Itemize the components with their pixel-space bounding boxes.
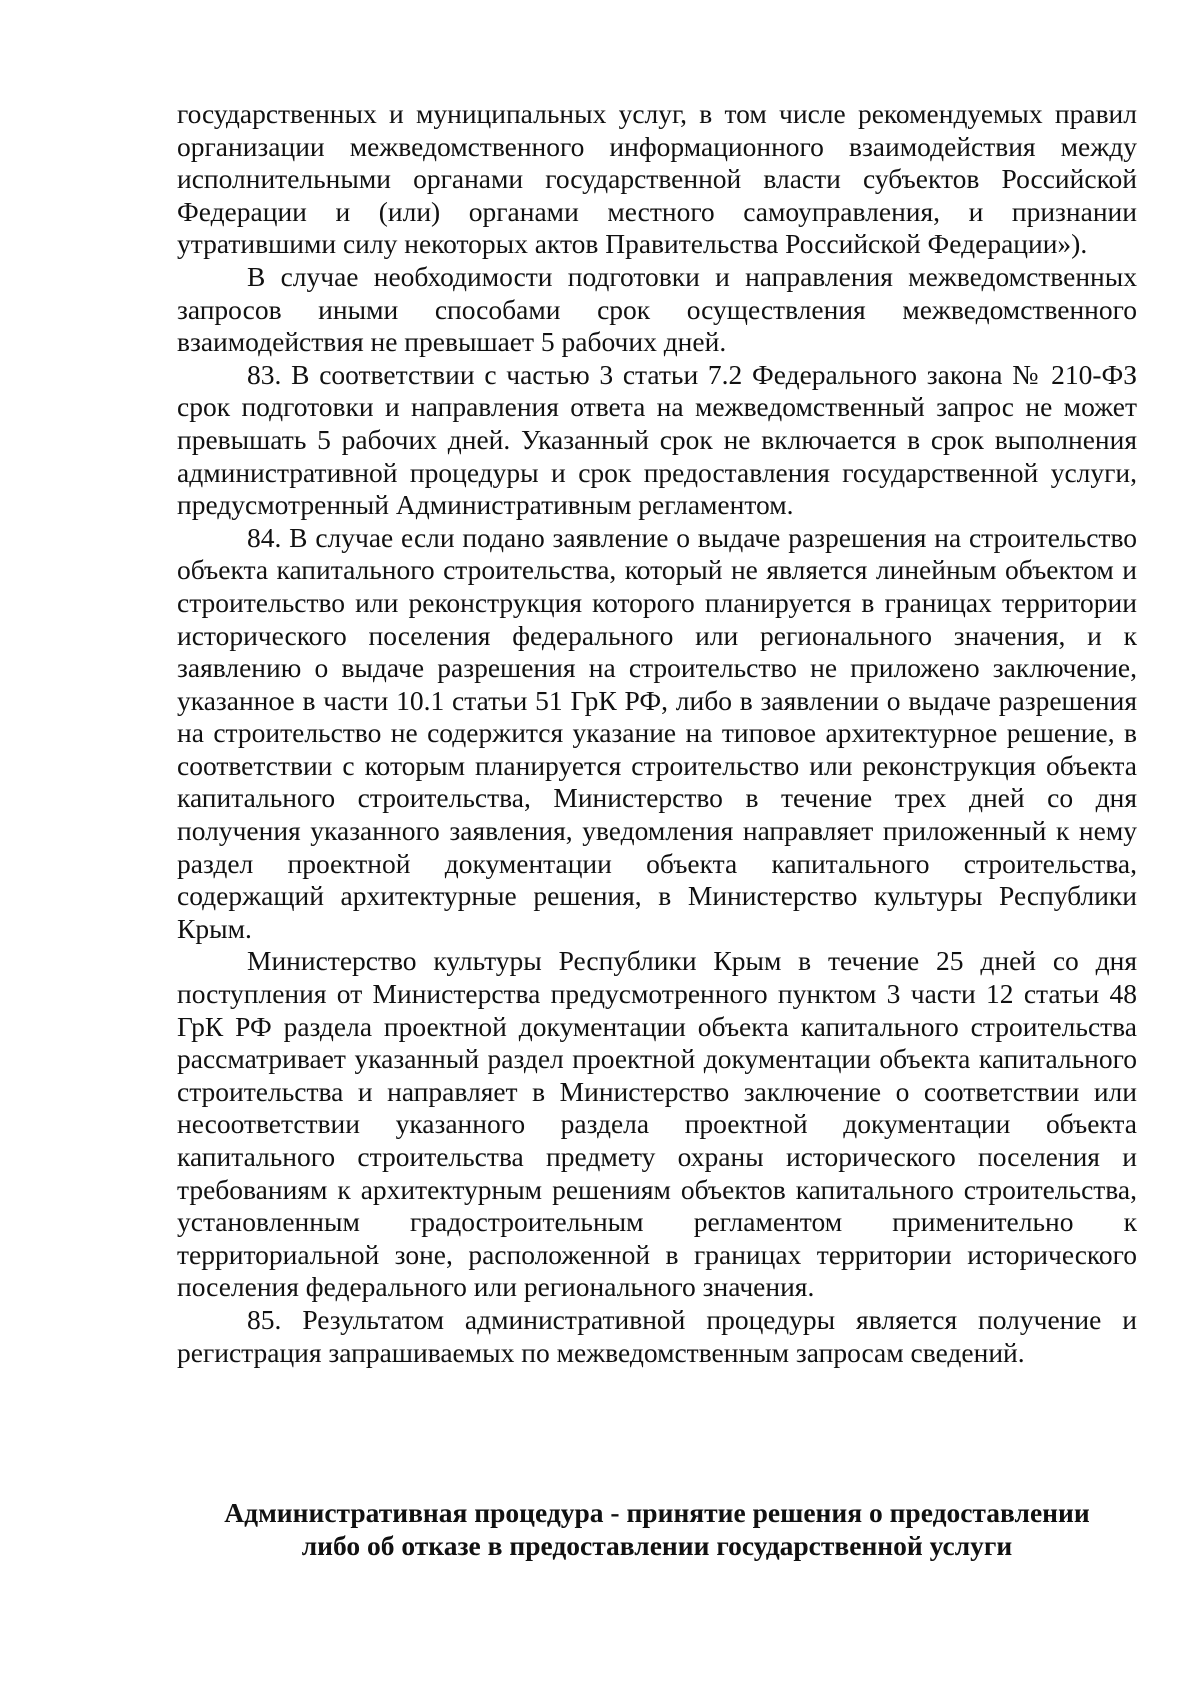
paragraph-85: 85. Результатом административной процедуры является получение и регистрация запрашиваемых по межведомственным запросам сведений. bbox=[177, 1303, 1137, 1368]
section-heading-line-1: Административная процедура - принятие решения о предоставлении bbox=[224, 1497, 1090, 1528]
paragraph-83: 83. В соответствии с частью 3 статьи 7.2 Федерального закона № 210-ФЗ срок подготовки и направления ответа на межведомственный запрос не может превышать 5 рабочих дней. Указанный срок не включается в срок выполнения административной процедуры и срок предоставления государственной услуги, предусмотренный Административным регламентом. bbox=[177, 358, 1137, 521]
paragraph-continuation: государственных и муниципальных услуг, в том числе рекомендуемых правил организации межведомственного информационного взаимодействия между исполнительными органами государственной власти субъектов Российской Федерации и (или) органами местного самоуправления, и признании утратившими силу некоторых актов Правительства Российской Федерации»). bbox=[177, 98, 1137, 260]
section-heading bbox=[177, 1496, 1137, 1562]
section-heading-line-2: либо об отказе в предоставлении государственной услуги bbox=[301, 1530, 1013, 1561]
document-body bbox=[177, 98, 1137, 1369]
paragraph-ministry-of-culture: Министерство культуры Республики Крым в течение 25 дней со дня поступления от Министерства предусмотренного пунктом 3 части 12 статьи 48 ГрК РФ раздела проектной документации объекта капитального строительства рассматривает указанный раздел проектной документации объекта капитального строительства и направляет в Министерство заключение о соответствии или несоответствии указанного раздела проектной документации объекта капитального строительства предмету охраны исторического поселения и требованиям к архитектурным решениям объектов капитального строительства, установленным градостроительным регламентом применительно к территориальной зоне, расположенной в границах территории исторического поселения федерального или регионального значения. bbox=[177, 945, 1137, 1303]
paragraph-interagency-requests: В случае необходимости подготовки и направления межведомственных запросов иными способами срок осуществления межведомственного взаимодействия не превышает 5 рабочих дней. bbox=[177, 260, 1137, 358]
paragraph-84: 84. В случае если подано заявление о выдаче разрешения на строительство объекта капитального строительства, который не является линейным объектом и строительство или реконструкция которого планируется в границах территории исторического поселения федерального или регионального значения, и к заявлению о выдаче разрешения на строительство не приложено заключение, указанное в части 10.1 статьи 51 ГрК РФ, либо в заявлении о выдаче разрешения на строительство не содержится указание на типовое архитектурное решение, в соответствии с которым планируется строительство или реконструкция объекта капитального строительства, Министерство в течение трех дней со дня получения указанного заявления, уведомления направляет приложенный к нему раздел проектной документации объекта капитального строительства, содержащий архитектурные решения, в Министерство культуры Республики Крым. bbox=[177, 521, 1137, 944]
